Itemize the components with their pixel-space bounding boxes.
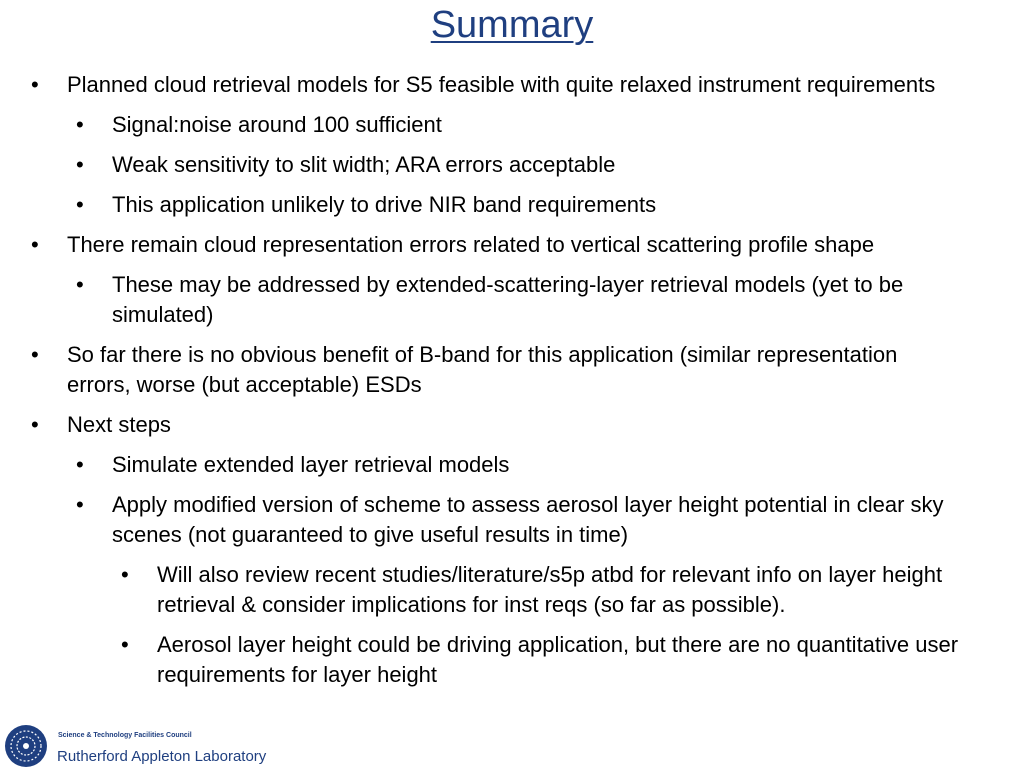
- bullet-list: [0, 70, 1024, 700]
- bullet-text: Aerosol layer height could be driving application, but there are no quantitative user requirements for layer height: [157, 632, 959, 687]
- bullet-text: There remain cloud representation errors related to vertical scattering profile shape: [67, 232, 875, 257]
- logo-council-text: Science & Technology Facilities Council: [58, 732, 192, 739]
- stfc-logo-icon: [4, 724, 48, 768]
- stfc-logo: [4, 722, 267, 768]
- bullet-marker: •: [76, 452, 84, 477]
- bullet-text: Apply modified version of scheme to assess aerosol layer height potential in clear sky scenes (not guaranteed to give useful results in time): [112, 492, 944, 547]
- bullet-item: [0, 150, 1024, 180]
- bullet-text: Simulate extended layer retrieval models: [112, 452, 510, 477]
- bullet-item: [0, 70, 1024, 100]
- slide-title: Summary: [430, 4, 594, 46]
- bullet-text: Signal:noise around 100 sufficient: [112, 112, 442, 137]
- bullet-item: [0, 110, 1024, 140]
- bullet-marker: •: [76, 192, 84, 217]
- bullet-marker: •: [76, 272, 84, 297]
- bullet-text: So far there is no obvious benefit of B-band for this application (similar representation errors, worse (but acceptable) ESDs: [67, 342, 898, 397]
- bullet-marker: •: [76, 152, 84, 177]
- bullet-text: This application unlikely to drive NIR band requirements: [112, 192, 657, 217]
- bullet-text: Planned cloud retrieval models for S5 feasible with quite relaxed instrument requirements: [67, 72, 936, 97]
- bullet-item: [0, 490, 1024, 550]
- bullet-marker: •: [76, 112, 84, 137]
- bullet-text: Next steps: [67, 412, 171, 437]
- bullet-text: These may be addressed by extended-scattering-layer retrieval models (yet to be simulated): [112, 272, 904, 327]
- bullet-item: [0, 450, 1024, 480]
- bullet-item: [0, 270, 1024, 330]
- bullet-marker: •: [31, 412, 39, 437]
- bullet-marker: •: [31, 232, 39, 257]
- bullet-marker: •: [121, 562, 129, 587]
- bullet-item: [0, 340, 1024, 400]
- bullet-text: Weak sensitivity to slit width; ARA errors acceptable: [112, 152, 616, 177]
- bullet-item: [0, 410, 1024, 440]
- bullet-marker: •: [121, 632, 129, 657]
- bullet-item: [0, 230, 1024, 260]
- bullet-marker: •: [31, 342, 39, 367]
- bullet-marker: •: [31, 72, 39, 97]
- bullet-item: [0, 190, 1024, 220]
- bullet-item: [0, 560, 1024, 620]
- bullet-marker: •: [76, 492, 84, 517]
- logo-lab-text: Rutherford Appleton Laboratory: [57, 748, 267, 765]
- bullet-text: Will also review recent studies/literature/s5p atbd for relevant info on layer height retrieval & consider implications for inst reqs (so far as possible).: [157, 562, 943, 617]
- bullet-item: [0, 630, 1024, 690]
